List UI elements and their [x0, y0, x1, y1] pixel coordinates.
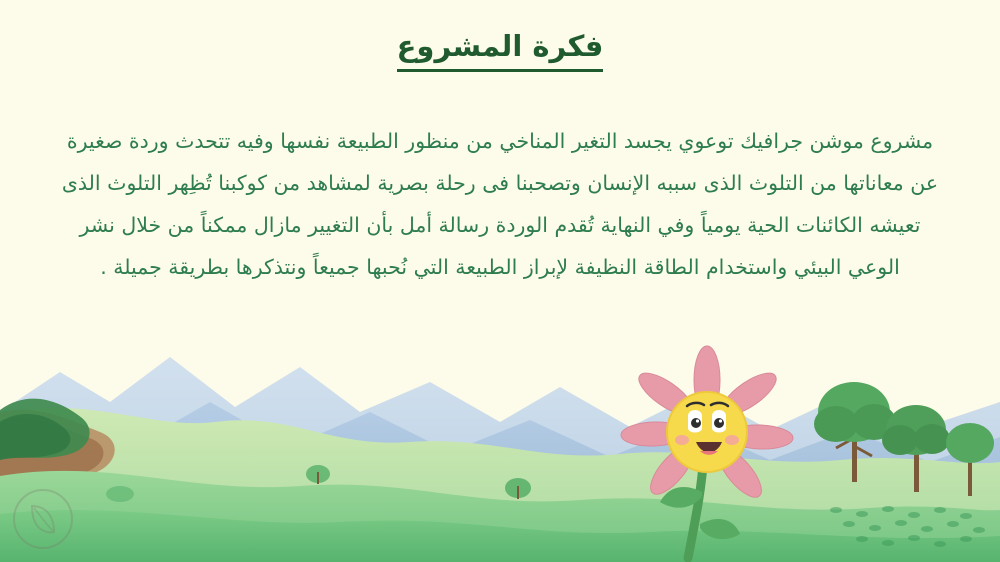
- body-paragraph: مشروع موشن جرافيك توعوي يجسد التغير المناخي من منظور الطبيعة نفسها وفيه تتحدث وردة صغيرة عن معاناتها من التلوث الذى سببه الإنسان وتصحبنا فى رحلة بصرية لمشاهد من كوكبنا تُظِهر التلوث الذى تعيشه الكائنات الحية يومياً وفي النهاية تُقدم الوردة رسالة أمل بأن التغيير مازال ممكناً من خلال نشر الوعي البيئي واستخدام الطاقة النظيفة لإبراز الطبيعة التي نُحبها جميعاً ونتذكرها بطريقة جميلة .: [61, 128, 939, 279]
- page-title: فكرة المشروع: [397, 28, 604, 72]
- flower-character: [612, 342, 802, 562]
- scenery-illustration: [0, 262, 1000, 562]
- leaf-logo-watermark: [12, 488, 74, 550]
